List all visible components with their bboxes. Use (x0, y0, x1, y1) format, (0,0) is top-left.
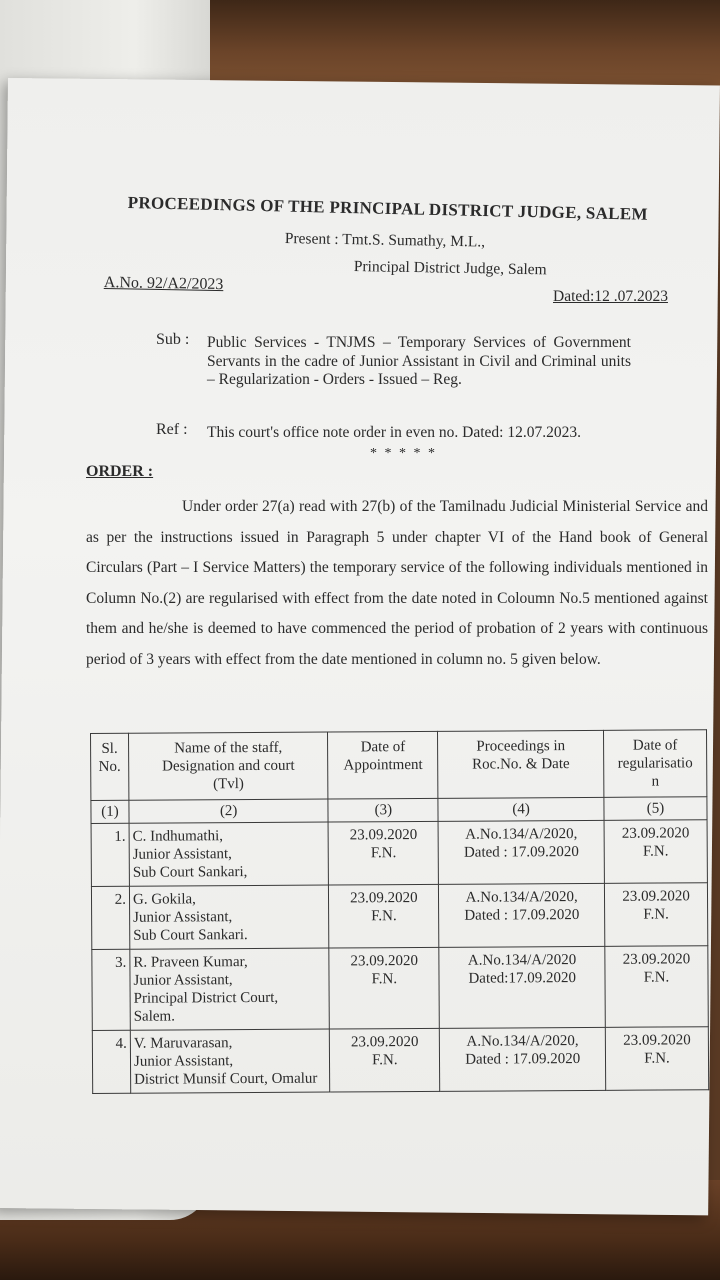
proceedings-ref: A.No.134/A/2020, Dated : 17.09.2020 (439, 883, 605, 947)
regularisation-date: 23.09.2020 F.N. (605, 1027, 708, 1091)
header-sl-no: Sl. No. (91, 733, 129, 800)
appointment-date: 23.09.2020 F.N. (328, 821, 438, 885)
reference-text: This court's office note order in even no. Dated: 12.07.2023. (207, 424, 581, 441)
order-heading: ORDER : (86, 463, 154, 480)
sl-number: 2. (91, 886, 129, 949)
staff-name-cell: C. Indhumathi, Junior Assistant, Sub Court Sankari, (129, 822, 329, 886)
proceedings-ref: A.No.134/A/2020, Dated : 17.09.2020 (438, 820, 604, 884)
sl-number: 3. (92, 949, 130, 1030)
appointment-date: 23.09.2020 F.N. (329, 884, 439, 948)
header-regularisation: Date of regularisatio n (604, 730, 707, 798)
proceedings-number: A.No. 92/A2/2023 (103, 274, 224, 294)
regularisation-date: 23.09.2020 F.N. (604, 883, 707, 947)
document-title: PROCEEDINGS OF THE PRINCIPAL DISTRICT JUDGE, SALEM (127, 193, 649, 224)
subject-label: Sub : (156, 331, 190, 348)
staff-name-cell: G. Gokila, Junior Assistant, Sub Court Sankari. (129, 885, 329, 949)
header-proceedings: Proceedings in Roc.No. & Date (438, 730, 604, 798)
regularisation-date: 23.09.2020 F.N. (605, 946, 708, 1028)
proceedings-ref: A.No.134/A/2020 Dated:17.09.2020 (439, 946, 605, 1028)
regularisation-date: 23.09.2020 F.N. (604, 820, 707, 884)
column-number: (1) (91, 800, 129, 823)
reference-label: Ref : (156, 421, 188, 438)
table-header-row (91, 730, 707, 801)
separator-stars: * * * * * (370, 446, 437, 461)
proceedings-date: Dated:12 .07.2023 (553, 288, 668, 305)
staff-name-cell: R. Praveen Kumar, Junior Assistant, Principal District Court, Salem. (130, 948, 330, 1030)
header-appointment: Date of Appointment (328, 731, 438, 799)
sl-number: 4. (92, 1030, 130, 1093)
column-number: (3) (328, 798, 438, 822)
appointment-date: 23.09.2020 F.N. (329, 947, 439, 1029)
present-line: Present : Tmt.S. Sumathy, M.L., (284, 230, 486, 251)
column-number: (5) (604, 797, 707, 821)
column-number: (4) (438, 797, 604, 821)
staff-table (90, 729, 709, 1094)
header-name: Name of the staff, Designation and court (Tvl) (128, 732, 328, 800)
staff-name-cell: V. Maruvarasan, Junior Assistant, District Munsif Court, Omalur (130, 1029, 330, 1093)
judge-designation: Principal District Judge, Salem (353, 258, 547, 279)
table-row (92, 946, 708, 1031)
appointment-date: 23.09.2020 F.N. (330, 1028, 440, 1092)
column-number: (2) (129, 799, 329, 823)
proceedings-ref: A.No.134/A/2020, Dated : 17.09.2020 (440, 1027, 606, 1091)
sl-number: 1. (91, 823, 129, 886)
order-paragraph: Under order 27(a) read with 27(b) of the Tamilnadu Judicial Ministerial Service and as per the instructions issued in Paragraph 5 under chapter VI of the Hand book of General Circulars (Part – I Service Matters) the temporary service of the following individuals mentioned in Column No.(2) are regularised with effect from the date noted in Coloumn No.5 mentioned against them and he/she is deemed to have commenced the period of probation of 2 years with continuous period of 3 years with effect from the date mentioned in column no. 5 given below. (86, 498, 708, 668)
subject-text: Public Services - TNJMS – Temporary Services of Government Servants in the cadre of Junior Assistant in Civil and Criminal units – Regularization - Orders - Issued – Reg. (207, 334, 631, 388)
table-row (91, 883, 707, 950)
table-row (92, 1027, 708, 1094)
table-row (91, 820, 707, 887)
